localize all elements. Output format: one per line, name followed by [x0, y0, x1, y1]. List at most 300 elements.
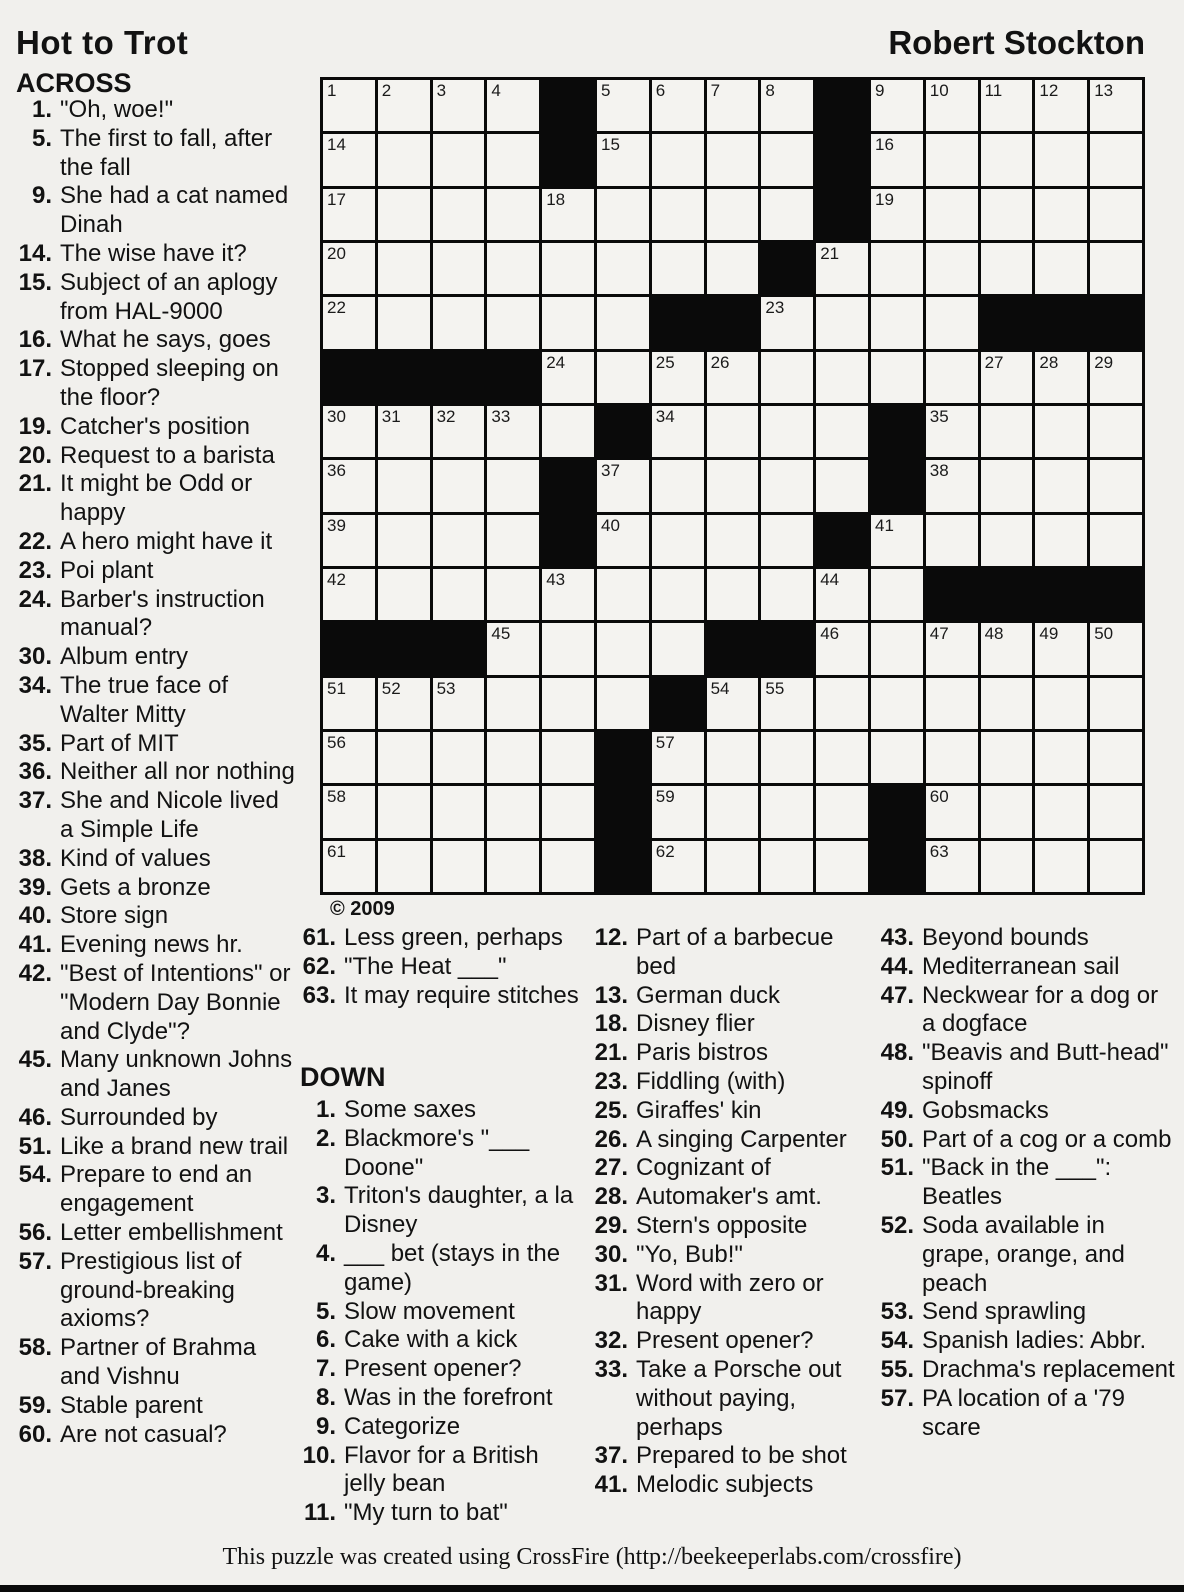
clue-text: Prepare to end an engagement — [60, 1161, 253, 1218]
grid-cell[interactable] — [707, 352, 759, 403]
grid-cell[interactable] — [1090, 623, 1142, 674]
grid-cell-black — [378, 623, 430, 674]
clue-number: 29. — [594, 1211, 628, 1239]
grid-cell[interactable] — [378, 189, 430, 240]
grid-cell[interactable] — [926, 623, 978, 674]
grid-cell[interactable] — [926, 243, 978, 294]
grid-cell[interactable] — [323, 189, 375, 240]
grid-cell[interactable] — [433, 243, 485, 294]
grid-cell[interactable] — [652, 460, 704, 511]
grid-cell[interactable] — [926, 841, 978, 892]
cell-number: 29 — [1094, 352, 1114, 372]
grid-cell[interactable] — [433, 297, 485, 348]
grid-cell[interactable] — [323, 460, 375, 511]
grid-cell[interactable] — [981, 406, 1033, 457]
grid-cell[interactable] — [926, 406, 978, 457]
grid-cell[interactable] — [1035, 80, 1087, 131]
grid-cell[interactable] — [1035, 786, 1087, 837]
grid-cell[interactable] — [323, 406, 375, 457]
cell-number: 3 — [436, 81, 447, 100]
grid-cell[interactable] — [871, 352, 923, 403]
grid-cell[interactable] — [981, 189, 1033, 240]
grid-cell[interactable] — [761, 569, 813, 620]
grid-cell[interactable] — [816, 786, 868, 837]
grid-cell[interactable] — [981, 80, 1033, 131]
clue-item — [592, 1442, 872, 1471]
cell-number: 26 — [710, 352, 730, 372]
clue-item — [592, 1270, 872, 1328]
cell-number: 34 — [655, 406, 675, 426]
grid-cell[interactable] — [871, 243, 923, 294]
clue-text: "The Heat ___" — [344, 952, 507, 980]
clue-text: Barber's instruction manual? — [60, 585, 265, 642]
clue-item — [16, 125, 298, 183]
grid-cell[interactable] — [707, 460, 759, 511]
grid-cell-black — [597, 406, 649, 457]
cell-number: 19 — [874, 189, 894, 209]
grid-cell[interactable] — [597, 134, 649, 185]
clue-item — [16, 326, 298, 355]
clue-number: 60. — [18, 1420, 52, 1448]
grid-cell[interactable] — [433, 515, 485, 566]
clue-item — [592, 1183, 872, 1212]
grid-cell[interactable] — [1090, 189, 1142, 240]
grid-cell[interactable] — [707, 841, 759, 892]
grid-cell[interactable] — [871, 732, 923, 783]
grid-cell[interactable] — [652, 515, 704, 566]
grid-cell[interactable] — [433, 732, 485, 783]
grid-cell[interactable] — [871, 623, 923, 674]
grid-cell[interactable] — [597, 80, 649, 131]
clue-number: 1. — [315, 1096, 336, 1123]
grid-cell[interactable] — [378, 297, 430, 348]
grid-cell[interactable] — [597, 189, 649, 240]
clue-number: 59. — [18, 1391, 52, 1419]
grid-cell[interactable] — [542, 297, 594, 348]
clue-text: German duck — [636, 981, 781, 1009]
grid-cell[interactable] — [542, 569, 594, 620]
clue-item — [16, 1392, 298, 1421]
grid-cell[interactable] — [816, 406, 868, 457]
grid-cell[interactable] — [597, 243, 649, 294]
clue-text: Beyond bounds — [922, 924, 1089, 951]
grid-cell[interactable] — [761, 732, 813, 783]
grid-cell[interactable] — [378, 243, 430, 294]
cell-number: 27 — [984, 352, 1004, 372]
grid-cell[interactable] — [1090, 841, 1142, 892]
grid-cell[interactable] — [1090, 134, 1142, 185]
grid-cell[interactable] — [487, 623, 539, 674]
grid-cell[interactable] — [652, 786, 704, 837]
grid-cell[interactable] — [871, 189, 923, 240]
clue-text: Word with zero or happy — [636, 1269, 824, 1326]
clue-number: 8. — [315, 1383, 336, 1411]
crossword-grid[interactable] — [320, 77, 1145, 895]
grid-cell[interactable] — [926, 460, 978, 511]
cell-number: 14 — [327, 135, 346, 155]
grid-cell[interactable] — [542, 406, 594, 457]
grid-cell[interactable] — [981, 841, 1033, 892]
grid-cell[interactable] — [926, 134, 978, 185]
clue-text: Stern's opposite — [636, 1211, 808, 1239]
grid-cell[interactable] — [323, 569, 375, 620]
grid-cell[interactable] — [487, 297, 539, 348]
grid-cell[interactable] — [487, 460, 539, 511]
grid-cell[interactable] — [707, 406, 759, 457]
cell-number: 18 — [546, 189, 566, 209]
cell-number: 49 — [1039, 624, 1059, 644]
clue-number: 55. — [880, 1355, 914, 1383]
grid-cell[interactable] — [981, 352, 1033, 403]
grid-cell[interactable] — [652, 80, 704, 131]
grid-cell[interactable] — [1035, 515, 1087, 566]
grid-cell-black — [707, 297, 759, 348]
grid-cell[interactable] — [597, 678, 649, 729]
cell-number: 16 — [874, 135, 894, 155]
clue-text: Spanish ladies: Abbr. — [922, 1327, 1147, 1355]
grid-cell[interactable] — [1035, 732, 1087, 783]
grid-cell[interactable] — [323, 732, 375, 783]
clue-item — [878, 1154, 1178, 1212]
grid-cell[interactable] — [707, 732, 759, 783]
grid-cell[interactable] — [1035, 460, 1087, 511]
grid-cell[interactable] — [487, 732, 539, 783]
grid-cell[interactable] — [981, 623, 1033, 674]
grid-cell[interactable] — [652, 134, 704, 185]
grid-cell[interactable] — [542, 352, 594, 403]
grid-cell[interactable] — [597, 623, 649, 674]
grid-cell[interactable] — [1090, 352, 1142, 403]
grid-cell[interactable] — [433, 134, 485, 185]
grid-cell[interactable] — [1090, 243, 1142, 294]
grid-cell[interactable] — [981, 134, 1033, 185]
clue-item — [878, 1385, 1178, 1443]
grid-cell[interactable] — [761, 406, 813, 457]
clue-item — [16, 240, 298, 269]
clue-text: What he says, goes — [60, 326, 271, 354]
grid-cell[interactable] — [487, 569, 539, 620]
grid-cell[interactable] — [926, 678, 978, 729]
grid-cell[interactable] — [378, 515, 430, 566]
grid-cell[interactable] — [926, 515, 978, 566]
grid-cell[interactable] — [542, 732, 594, 783]
grid-cell[interactable] — [652, 243, 704, 294]
clue-item — [878, 1212, 1178, 1298]
clue-item — [300, 1355, 582, 1384]
cell-number: 28 — [1039, 352, 1059, 372]
grid-cell[interactable] — [487, 786, 539, 837]
grid-cell[interactable] — [816, 569, 868, 620]
clue-text: Part of MIT — [60, 729, 179, 757]
grid-cell[interactable] — [707, 243, 759, 294]
clue-item — [592, 982, 872, 1011]
clue-number: 32. — [594, 1327, 628, 1355]
clue-item — [592, 1212, 872, 1241]
clue-item — [300, 1182, 582, 1240]
grid-cell[interactable] — [597, 297, 649, 348]
grid-cell[interactable] — [707, 189, 759, 240]
grid-cell[interactable] — [487, 678, 539, 729]
grid-cell[interactable] — [542, 678, 594, 729]
cell-number: 50 — [1094, 624, 1114, 644]
grid-cell[interactable] — [761, 80, 813, 131]
cell-number: 39 — [327, 515, 346, 535]
grid-cell[interactable] — [707, 515, 759, 566]
grid-cell[interactable] — [816, 460, 868, 511]
cell-number: 24 — [546, 352, 566, 372]
grid-cell[interactable] — [761, 134, 813, 185]
cell-number: 55 — [765, 678, 785, 698]
grid-cell[interactable] — [816, 841, 868, 892]
clue-item — [16, 787, 298, 845]
clue-item — [300, 953, 582, 982]
clue-item — [16, 269, 298, 327]
grid-cell[interactable] — [597, 460, 649, 511]
grid-cell[interactable] — [378, 786, 430, 837]
grid-cell[interactable] — [597, 352, 649, 403]
grid-cell-black — [871, 786, 923, 837]
cell-number: 15 — [600, 135, 620, 155]
grid-cell[interactable] — [433, 678, 485, 729]
grid-cell[interactable] — [487, 515, 539, 566]
clue-number: 3. — [315, 1182, 336, 1210]
cell-number: 38 — [929, 461, 949, 481]
grid-cell[interactable] — [1090, 406, 1142, 457]
grid-cell[interactable] — [1090, 80, 1142, 131]
clue-number: 39. — [18, 873, 52, 901]
clue-number: 38. — [18, 844, 52, 872]
grid-cell[interactable] — [433, 80, 485, 131]
grid-cell[interactable] — [487, 80, 539, 131]
grid-cell[interactable] — [981, 243, 1033, 294]
grid-cell[interactable] — [1090, 732, 1142, 783]
clue-number: 54. — [18, 1161, 52, 1189]
clue-number: 44. — [880, 952, 914, 980]
grid-cell[interactable] — [542, 623, 594, 674]
grid-cell[interactable] — [1035, 243, 1087, 294]
grid-cell[interactable] — [1035, 678, 1087, 729]
grid-cell[interactable] — [378, 841, 430, 892]
grid-cell[interactable] — [433, 460, 485, 511]
grid-cell[interactable] — [652, 569, 704, 620]
clue-item — [592, 1154, 872, 1183]
grid-cell[interactable] — [707, 134, 759, 185]
clue-number: 41. — [594, 1471, 628, 1499]
grid-cell[interactable] — [487, 243, 539, 294]
grid-cell[interactable] — [652, 732, 704, 783]
grid-cell[interactable] — [761, 786, 813, 837]
grid-cell[interactable] — [761, 515, 813, 566]
grid-cell[interactable] — [1035, 189, 1087, 240]
cell-number: 54 — [710, 678, 730, 698]
clue-number: 51. — [880, 1154, 914, 1182]
grid-cell-black — [323, 352, 375, 403]
grid-cell[interactable] — [981, 678, 1033, 729]
clue-text: "Oh, woe!" — [60, 96, 174, 123]
grid-cell[interactable] — [652, 623, 704, 674]
grid-cell[interactable] — [487, 841, 539, 892]
cell-number: 20 — [327, 243, 346, 263]
grid-cell[interactable] — [652, 406, 704, 457]
grid-cell[interactable] — [323, 134, 375, 185]
grid-cell[interactable] — [1035, 406, 1087, 457]
grid-cell[interactable] — [542, 189, 594, 240]
grid-cell[interactable] — [816, 732, 868, 783]
grid-cell[interactable] — [378, 134, 430, 185]
clue-item — [878, 1126, 1178, 1155]
grid-cell[interactable] — [816, 243, 868, 294]
grid-cell[interactable] — [542, 841, 594, 892]
grid-cell[interactable] — [323, 80, 375, 131]
grid-cell[interactable] — [433, 189, 485, 240]
grid-cell[interactable] — [1090, 678, 1142, 729]
grid-cell[interactable] — [816, 623, 868, 674]
clue-number: 13. — [594, 981, 628, 1009]
grid-cell[interactable] — [816, 297, 868, 348]
grid-cell-black — [871, 841, 923, 892]
clue-item — [878, 953, 1178, 982]
clue-text: PA location of a '79 scare — [922, 1384, 1125, 1441]
grid-cell[interactable] — [323, 678, 375, 729]
grid-cell[interactable] — [433, 406, 485, 457]
grid-cell[interactable] — [761, 841, 813, 892]
grid-cell[interactable] — [981, 732, 1033, 783]
grid-cell[interactable] — [323, 515, 375, 566]
grid-cell[interactable] — [707, 569, 759, 620]
grid-cell[interactable] — [761, 352, 813, 403]
clue-item — [592, 1039, 872, 1068]
grid-cell[interactable] — [323, 297, 375, 348]
cell-number: 44 — [820, 569, 840, 589]
clue-item — [592, 1356, 872, 1442]
grid-cell[interactable] — [652, 189, 704, 240]
clue-number: 57. — [880, 1384, 914, 1412]
grid-cell[interactable] — [926, 732, 978, 783]
grid-cell[interactable] — [378, 80, 430, 131]
grid-cell[interactable] — [871, 134, 923, 185]
grid-cell[interactable] — [926, 297, 978, 348]
grid-cell[interactable] — [652, 841, 704, 892]
clue-number: 33. — [594, 1355, 628, 1383]
grid-cell[interactable] — [1090, 515, 1142, 566]
grid-cell[interactable] — [1035, 841, 1087, 892]
grid-cell[interactable] — [761, 678, 813, 729]
clue-number: 22. — [18, 527, 52, 555]
grid-cell[interactable] — [926, 786, 978, 837]
clue-text: Store sign — [60, 902, 169, 930]
grid-cell[interactable] — [597, 515, 649, 566]
clue-number: 2. — [315, 1124, 336, 1152]
grid-cell[interactable] — [542, 243, 594, 294]
clue-text: Present opener? — [636, 1327, 814, 1355]
clue-text: It might be Odd or happy — [60, 470, 253, 527]
grid-cell[interactable] — [378, 732, 430, 783]
cell-number: 61 — [327, 841, 346, 861]
grid-cell[interactable] — [707, 786, 759, 837]
clue-item — [16, 672, 298, 730]
grid-cell[interactable] — [542, 786, 594, 837]
grid-cell[interactable] — [433, 786, 485, 837]
grid-cell[interactable] — [926, 352, 978, 403]
grid-cell[interactable] — [981, 460, 1033, 511]
cell-number: 22 — [327, 298, 346, 318]
grid-cell[interactable] — [981, 515, 1033, 566]
grid-cell[interactable] — [707, 678, 759, 729]
cell-number: 60 — [929, 787, 949, 807]
grid-cell[interactable] — [1090, 460, 1142, 511]
grid-cell[interactable] — [378, 569, 430, 620]
grid-cell[interactable] — [378, 406, 430, 457]
generator-credit: This puzzle was created using CrossFire (http://beekeeperlabs.com/crossfire) — [222, 1544, 962, 1570]
clue-text: Kind of values — [60, 844, 211, 872]
grid-cell[interactable] — [816, 678, 868, 729]
grid-cell[interactable] — [761, 297, 813, 348]
clue-item — [16, 730, 298, 759]
cell-number: 47 — [929, 624, 949, 644]
clue-text: Evening news hr. — [60, 931, 243, 959]
grid-cell[interactable] — [871, 515, 923, 566]
grid-cell[interactable] — [981, 786, 1033, 837]
grid-cell[interactable] — [487, 134, 539, 185]
clue-item — [16, 902, 298, 931]
clue-text: It may require stitches — [344, 981, 579, 1009]
cell-number: 36 — [327, 461, 346, 481]
clue-item — [592, 1471, 872, 1500]
clue-text: Automaker's amt. — [636, 1183, 822, 1211]
grid-cell[interactable] — [816, 352, 868, 403]
grid-cell[interactable] — [433, 841, 485, 892]
grid-cell[interactable] — [378, 678, 430, 729]
grid-cell[interactable] — [1035, 134, 1087, 185]
grid-cell[interactable] — [926, 80, 978, 131]
grid-cell[interactable] — [597, 569, 649, 620]
grid-cell[interactable] — [871, 297, 923, 348]
clue-number: 11. — [303, 1499, 336, 1527]
grid-cell[interactable] — [323, 841, 375, 892]
grid-cell[interactable] — [926, 189, 978, 240]
grid-cell[interactable] — [871, 569, 923, 620]
clue-item — [592, 1010, 872, 1039]
clue-number: 30. — [594, 1240, 628, 1268]
grid-cell-black — [1090, 569, 1142, 620]
grid-cell[interactable] — [871, 80, 923, 131]
grid-cell[interactable] — [761, 189, 813, 240]
clue-item — [16, 470, 298, 528]
grid-cell[interactable] — [1035, 352, 1087, 403]
grid-cell[interactable] — [433, 569, 485, 620]
grid-cell[interactable] — [378, 460, 430, 511]
grid-cell[interactable] — [1090, 786, 1142, 837]
across-header: ACROSS — [16, 68, 132, 98]
grid-cell[interactable] — [707, 80, 759, 131]
cell-number: 35 — [929, 406, 949, 426]
grid-cell[interactable] — [487, 189, 539, 240]
clue-number: 48. — [880, 1039, 914, 1067]
grid-cell[interactable] — [871, 678, 923, 729]
clue-item — [300, 1442, 582, 1500]
clue-number: 54. — [880, 1327, 914, 1355]
grid-cell[interactable] — [1035, 623, 1087, 674]
grid-cell[interactable] — [761, 460, 813, 511]
grid-cell[interactable] — [487, 406, 539, 457]
copyright-note: © 2009 — [330, 898, 395, 920]
grid-cell[interactable] — [652, 352, 704, 403]
grid-cell[interactable] — [323, 786, 375, 837]
grid-cell[interactable] — [323, 243, 375, 294]
cell-number: 46 — [820, 624, 840, 644]
clue-number: 9. — [315, 1412, 336, 1440]
across-clue-list-bottom — [300, 924, 582, 1010]
